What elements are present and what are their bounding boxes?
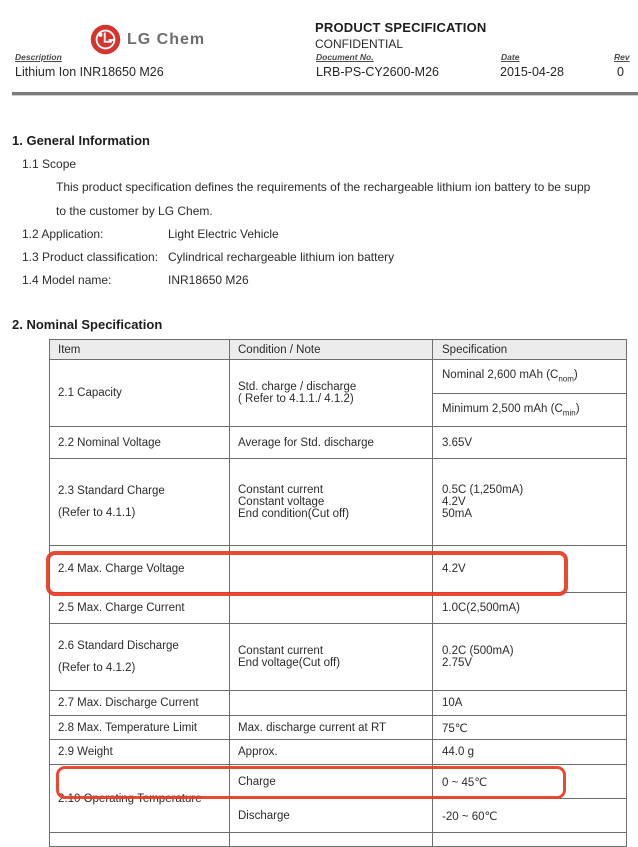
cell-condition-standard-discharge [230, 624, 433, 691]
cell-condition-standard-charge [230, 459, 433, 546]
cell-item-nominal-voltage: 2.2 Nominal Voltage [50, 427, 230, 459]
cell-spec-standard-discharge [433, 624, 627, 691]
item-line: 2.3 Standard Charge [58, 485, 165, 497]
model-name-value: INR18650 M26 [168, 273, 249, 287]
spec-text: ) [573, 369, 578, 382]
cell-condition-nominal-voltage: Average for Std. discharge [230, 427, 433, 459]
cell-item-max-charge-voltage: 2.4 Max. Charge Voltage [50, 546, 230, 593]
header-cell-item: Item [50, 340, 230, 360]
condition-line: Std. charge / discharge [238, 381, 357, 393]
description-label: Description [15, 52, 62, 62]
table-row-capacity-nominal [50, 360, 627, 394]
condition-line: Constant voltage [238, 496, 325, 508]
rev-value: 0 [617, 65, 624, 79]
table-header-row [50, 340, 627, 360]
confidential-label: CONFIDENTIAL [315, 37, 404, 51]
condition-line: ( Refer to 4.1.1./ 4.1.2) [238, 393, 354, 405]
spec-line: 50mA [442, 508, 473, 520]
lg-logo-icon [90, 24, 121, 55]
nominal-specification-table [49, 339, 627, 847]
cell-item-weight: 2.9 Weight [50, 740, 230, 765]
cell-item-standard-charge [50, 459, 230, 546]
condition-line: End voltage(Cut off) [238, 657, 341, 669]
cell-item-standard-discharge [50, 624, 230, 691]
cell-condition-max-temperature-limit: Max. discharge current at RT [230, 716, 433, 740]
cell-spec-max-temperature-limit: 75℃ [433, 716, 627, 740]
cell-partial [230, 833, 433, 847]
cell-item-max-charge-current: 2.5 Max. Charge Current [50, 593, 230, 624]
product-classification-value: Cylindrical rechargeable lithium ion battery [168, 250, 395, 264]
logo [90, 24, 205, 55]
spec-line: 4.2V [442, 496, 466, 508]
cell-item-operating-temperature: 2.10 Operating Temperature [50, 765, 230, 833]
application-value: Light Electric Vehicle [168, 227, 279, 241]
spec-text: Minimum 2,500 mAh (C [442, 402, 563, 415]
cell-spec-nominal-voltage: 3.65V [433, 427, 627, 459]
spec-line: 0.5C (1,250mA) [442, 484, 524, 496]
table-row-max-charge-current [50, 593, 627, 624]
table-row-max-temperature-limit [50, 716, 627, 740]
cell-spec-max-charge-current: 1.0C(2,500mA) [433, 593, 627, 624]
scope-label: 1.1 Scope [22, 157, 77, 171]
rev-label: Rev [614, 52, 630, 62]
document-title: PRODUCT SPECIFICATION [315, 20, 487, 35]
spec-text: ) [575, 402, 580, 415]
cell-condition-max-discharge-current [230, 691, 433, 716]
cell-spec-max-discharge-current: 10A [433, 691, 627, 716]
cell-item-max-discharge-current: 2.7 Max. Discharge Current [50, 691, 230, 716]
date-label: Date [501, 52, 520, 62]
cell-partial [50, 833, 230, 847]
spec-text: Nominal 2,600 mAh (C [442, 369, 559, 382]
scope-paragraph-line2: to the customer by LG Chem. [56, 204, 213, 218]
model-name-label: 1.4 Model name: [22, 273, 112, 287]
spec-line: 2.75V [442, 657, 473, 669]
table-row-operating-temperature-charge [50, 765, 627, 799]
scope-paragraph-line1: This product specification defines the requirements of the rechargeable lithium ion battery to be supp [56, 180, 591, 194]
condition-line: Constant current [238, 484, 324, 496]
cell-spec-capacity-nominal [433, 360, 627, 394]
description-value: Lithium Ion INR18650 M26 [15, 65, 164, 79]
cell-condition-charge: Charge [230, 765, 433, 799]
cell-spec-weight: 44.0 g [433, 740, 627, 765]
cell-spec-charge-temperature: 0 ~ 45℃ [433, 765, 627, 799]
item-line: (Refer to 4.1.1) [58, 507, 136, 519]
cell-item-capacity: 2.1 Capacity [50, 360, 230, 427]
brand-text: LG Chem [127, 30, 206, 48]
section-1-title: 1. General Information [12, 133, 150, 148]
table-row-standard-discharge [50, 624, 627, 691]
item-line: 2.6 Standard Discharge [58, 640, 179, 652]
header-cell-specification: Specification [433, 340, 627, 360]
header-cell-condition: Condition / Note [230, 340, 433, 360]
document-no-label: Document No. [316, 52, 374, 62]
document-no-value: LRB-PS-CY2600-M26 [316, 65, 439, 79]
product-classification-label: 1.3 Product classification: [22, 250, 159, 264]
cell-condition-max-charge-voltage [230, 546, 433, 593]
spec-subscript: nom [558, 374, 574, 384]
cell-spec-capacity-minimum [433, 394, 627, 427]
spec-subscript: min [562, 408, 576, 418]
cell-condition-discharge: Discharge [230, 799, 433, 833]
table-row-partial [50, 833, 627, 847]
table-row-max-discharge-current [50, 691, 627, 716]
table-row-weight [50, 740, 627, 765]
cell-partial [433, 833, 627, 847]
cell-condition-capacity [230, 360, 433, 427]
table-row-max-charge-voltage [50, 546, 627, 593]
cell-spec-standard-charge [433, 459, 627, 546]
date-value: 2015-04-28 [500, 65, 564, 79]
spec-line: 0.2C (500mA) [442, 645, 514, 657]
condition-line: End condition(Cut off) [238, 508, 350, 520]
application-label: 1.2 Application: [22, 227, 104, 241]
cell-item-max-temperature-limit: 2.8 Max. Temperature Limit [50, 716, 230, 740]
table-row-nominal-voltage [50, 427, 627, 459]
condition-line: Constant current [238, 645, 324, 657]
header-divider [12, 92, 638, 96]
cell-spec-discharge-temperature: -20 ~ 60℃ [433, 799, 627, 833]
section-2-title: 2. Nominal Specification [12, 317, 163, 332]
item-line: (Refer to 4.1.2) [58, 662, 136, 674]
cell-spec-max-charge-voltage: 4.2V [433, 546, 627, 593]
cell-condition-max-charge-current [230, 593, 433, 624]
cell-condition-weight: Approx. [230, 740, 433, 765]
table-row-standard-charge [50, 459, 627, 546]
